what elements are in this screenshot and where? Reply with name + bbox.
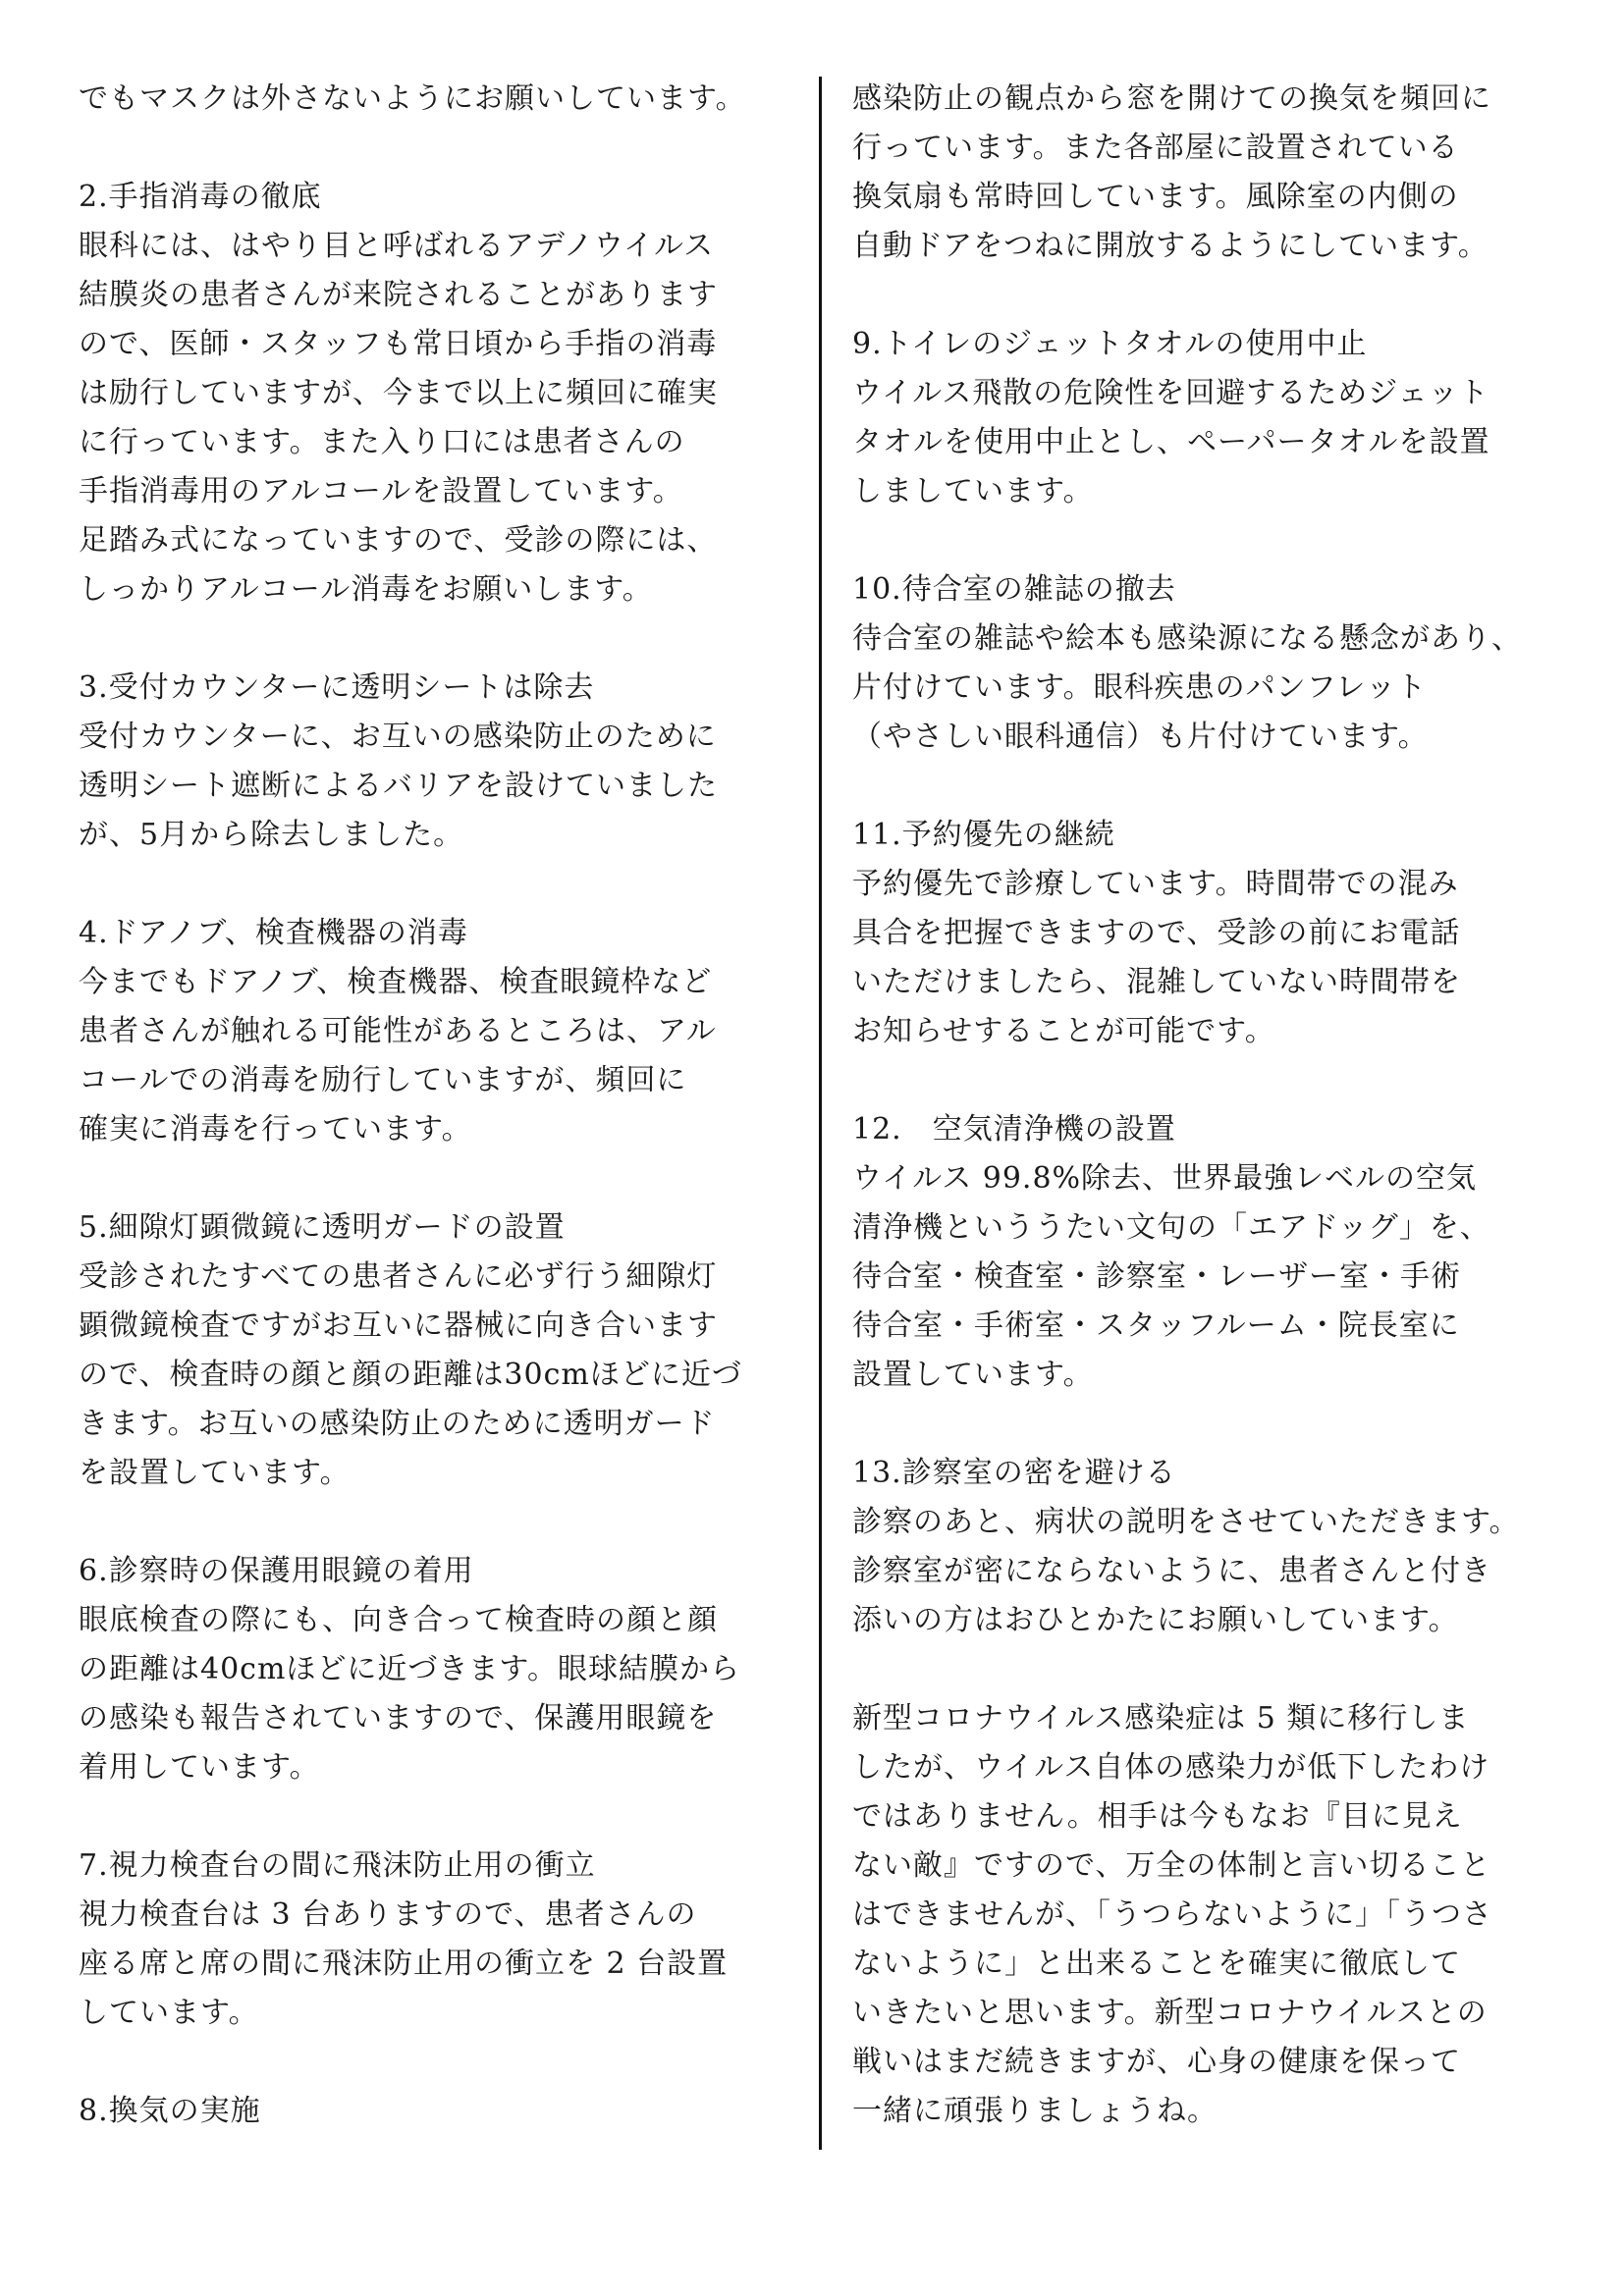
body-line: 確実に消毒を行っています。: [79, 1112, 472, 1147]
section-heading: 13.診察室の密を避ける: [852, 1456, 1176, 1490]
body-line: きます。お互いの感染防止のために透明ガード: [79, 1407, 716, 1441]
section-reservation-priority: [852, 811, 1574, 1056]
body-line: お知らせすることが可能です。: [852, 1014, 1275, 1048]
section-ventilation: [79, 2087, 795, 2136]
right-column: [852, 75, 1574, 2136]
body-line: 片付けています。眼科疾患のパンフレット: [852, 670, 1428, 705]
body-line: （やさしい眼科通信）も片付けています。: [852, 720, 1429, 754]
body-line: は励行していますが、今まで以上に頻回に確実: [79, 376, 718, 410]
body-line: しっかりアルコール消毒をお願いします。: [79, 572, 653, 607]
body-line: 添いの方はおひとかたにお願いしています。: [852, 1603, 1459, 1637]
body-line: 具合を把握できますので、受診の前にお電話: [852, 916, 1461, 950]
closing-paragraph: [852, 1694, 1574, 2136]
section-heading: 8.換気の実施: [79, 2094, 261, 2128]
body-line: 清浄機といううたい文句の「エアドッグ」を、: [852, 1210, 1490, 1245]
section-vision-test-partition: [79, 1842, 795, 2038]
paragraph-gap: [852, 1645, 1574, 1694]
section-heading: 4.ドアノブ、検査機器の消毒: [79, 916, 468, 950]
body-line: 顕微鏡検査ですがお互いに器械に向き合います: [79, 1308, 718, 1343]
body-line: 設置しています。: [852, 1358, 1094, 1392]
body-line: 待合室・検査室・診察室・レーザー室・手術: [852, 1259, 1461, 1294]
body-line: 行っています。また各部屋に設置されている: [852, 131, 1459, 165]
section-air-purifier: [852, 1105, 1574, 1400]
body-line: 自動ドアをつねに開放するようにしています。: [852, 229, 1489, 263]
body-line: 眼底検査の際にも、向き合って検査時の顔と顔: [79, 1603, 718, 1637]
paragraph-gap: [79, 614, 795, 664]
body-line: 結膜炎の患者さんが来院されることがあります: [79, 278, 718, 312]
body-line: 足踏み式になっていますので、受診の際には、: [79, 523, 718, 558]
body-line: 今までもドアノブ、検査機器、検査眼鏡枠など: [79, 965, 713, 999]
section-heading: 7.視力検査台の間に飛沫防止用の衝立: [79, 1848, 596, 1883]
section-magazine-removal: [852, 565, 1574, 762]
paragraph-gap: [79, 1498, 795, 1547]
body-line: 予約優先で診療しています。時間帯での混み: [852, 867, 1459, 901]
body-line: ウイルス飛散の危険性を回避するためジェット: [852, 376, 1489, 410]
body-line: いきたいと思います。新型コロナウイルスとの: [852, 1996, 1488, 2030]
body-line: はできませんが、「うつらないように」「うつさ: [852, 1897, 1492, 1932]
body-line: ウイルス 99.8%除去、世界最強レベルの空気: [852, 1161, 1478, 1196]
body-line: 受診されたすべての患者さんに必ず行う細隙灯: [79, 1259, 718, 1294]
section-protective-glasses: [79, 1547, 795, 1792]
intro-line: でもマスクは外さないようにお願いしています。: [79, 81, 746, 116]
paragraph-gap: [852, 1056, 1574, 1105]
section-hand-disinfection: [79, 173, 795, 614]
section-heading: 2.手指消毒の徹底: [79, 180, 322, 214]
body-line: 感染防止の観点から窓を開けての換気を頻回に: [852, 81, 1491, 116]
body-line: 受付カウンターに、お互いの感染防止のために: [79, 720, 717, 754]
paragraph-gap: [79, 1792, 795, 1842]
body-line: 新型コロナウイルス感染症は 5 類に移行しま: [852, 1701, 1470, 1735]
paragraph-gap: [852, 1400, 1574, 1449]
section-reception-sheet: [79, 664, 795, 860]
body-line: を設置しています。: [79, 1456, 351, 1490]
body-line: 座る席と席の間に飛沫防止用の衝立を 2 台設置: [79, 1947, 729, 1981]
section-ventilation-continued: [852, 75, 1574, 271]
section-slit-lamp-guard: [79, 1203, 795, 1498]
body-line: ない敵』ですので、万全の体制と言い切ること: [852, 1848, 1491, 1883]
section-avoid-crowding: [852, 1449, 1574, 1645]
paragraph-gap: [852, 271, 1574, 320]
paragraph-gap: [79, 860, 795, 909]
body-line: 手指消毒用のアルコールを設置しています。: [79, 474, 683, 508]
column-divider: [819, 77, 822, 2150]
section-heading: 11.予約優先の継続: [852, 818, 1115, 852]
body-line: 待合室の雑誌や絵本も感染源になる懸念があり、: [852, 621, 1522, 656]
body-line: 換気扇も常時回しています。風除室の内側の: [852, 180, 1459, 214]
paragraph-gap: [79, 1154, 795, 1203]
paragraph-gap: [79, 124, 795, 173]
body-line: ので、医師・スタッフも常日頃から手指の消毒: [79, 327, 718, 361]
body-line: の感染も報告されていますので、保護用眼鏡を: [79, 1701, 718, 1735]
body-line: 戦いはまだ続きますが、心身の健康を保って: [852, 2045, 1461, 2079]
body-line: タオルを使用中止とし、ペーパータオルを設置: [852, 425, 1490, 459]
section-heading: 10.待合室の雑誌の撤去: [852, 572, 1176, 607]
body-line: 待合室・手術室・スタッフルーム・院長室に: [852, 1308, 1460, 1343]
section-doorknob-disinfection: [79, 909, 795, 1154]
body-line: 診察室が密にならないように、患者さんと付き: [852, 1554, 1491, 1588]
paragraph-gap: [852, 516, 1574, 565]
body-line: 診察のあと、病状の説明をさせていただきます。: [852, 1505, 1520, 1539]
body-line: しましています。: [852, 474, 1094, 508]
body-line: ないように」と出来ることを確実に徹底して: [852, 1947, 1461, 1981]
section-heading: 12. 空気清浄機の設置: [852, 1112, 1176, 1147]
section-heading: 5.細隙灯顕微鏡に透明ガードの設置: [79, 1210, 566, 1245]
body-line: したが、ウイルス自体の感染力が低下したわけ: [852, 1750, 1490, 1785]
section-heading: 3.受付カウンターに透明シートは除去: [79, 670, 595, 705]
section-jet-towel: [852, 320, 1574, 516]
body-line: が、5月から除去しました。: [79, 818, 464, 852]
body-line: コールでの消毒を励行していますが、頻回に: [79, 1063, 687, 1097]
body-line: いただけましたら、混雑していない時間帯を: [852, 965, 1461, 999]
body-line: ので、検査時の顔と顔の距離は30cmほどに近づ: [79, 1358, 742, 1392]
body-line: 着用しています。: [79, 1750, 320, 1785]
body-line: しています。: [79, 1996, 259, 2030]
body-line: 一緒に頑張りましょうね。: [852, 2094, 1218, 2128]
section-heading: 9.トイレのジェットタオルの使用中止: [852, 327, 1368, 361]
body-line: に行っています。また入り口には患者さんの: [79, 425, 685, 459]
body-line: 透明シート遮断によるバリアを設けていました: [79, 769, 718, 803]
body-line: の距離は40cmほどに近づきます。眼球結膜から: [79, 1652, 741, 1686]
paragraph-gap: [79, 2038, 795, 2087]
body-line: 患者さんが触れる可能性があるところは、アル: [79, 1014, 717, 1048]
section-heading: 6.診察時の保護用眼鏡の着用: [79, 1554, 474, 1588]
paragraph-gap: [852, 762, 1574, 811]
body-line: ではありません。相手は今もなお『目に見え: [852, 1799, 1463, 1834]
left-column: [79, 75, 795, 2136]
body-line: 眼科には、はやり目と呼ばれるアデノウイルス: [79, 229, 715, 263]
body-line: 視力検査台は 3 台ありますので、患者さんの: [79, 1897, 697, 1932]
